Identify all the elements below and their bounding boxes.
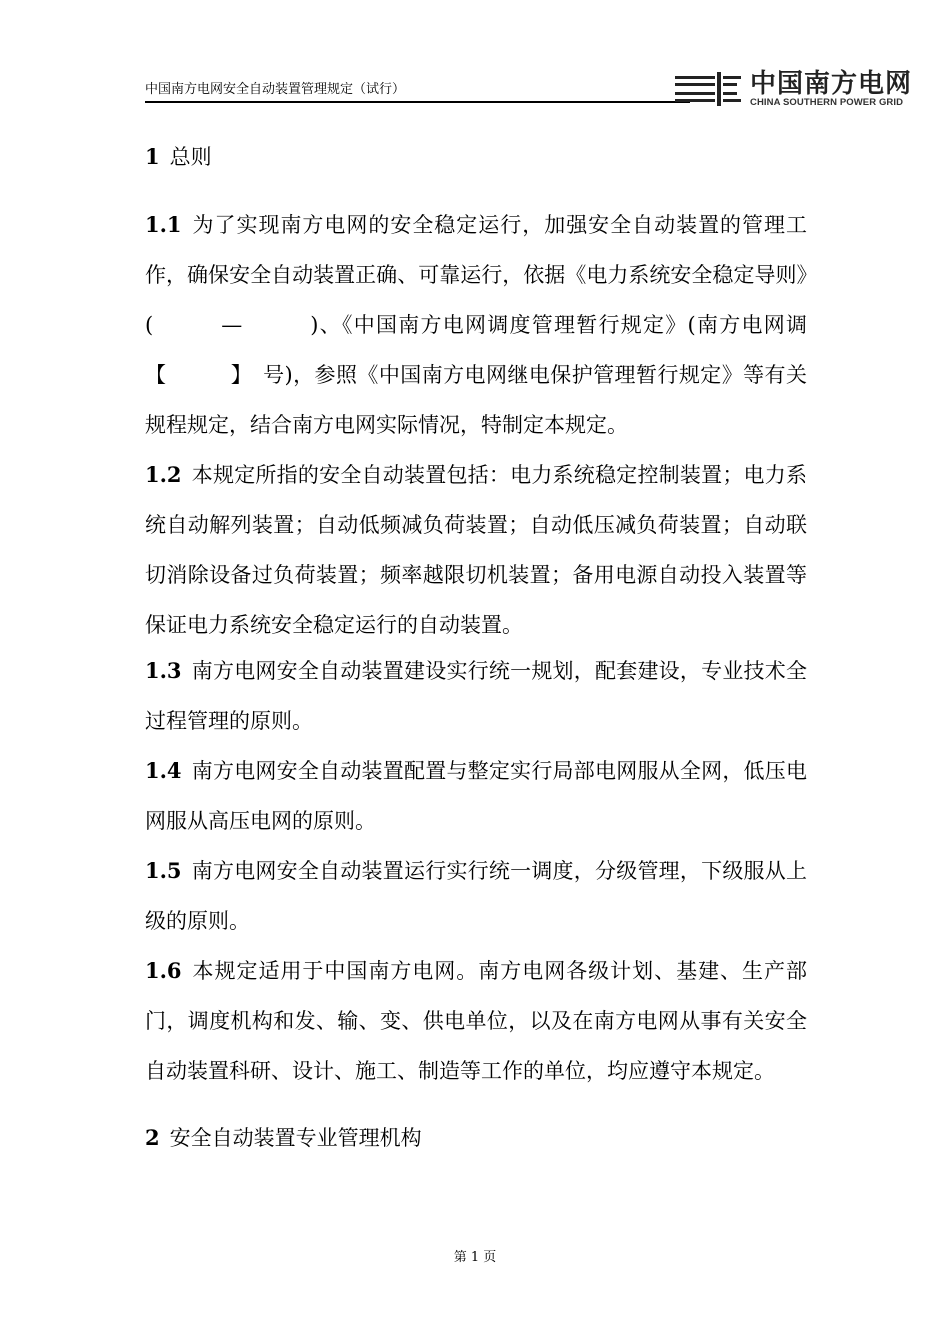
clause-text: 南方电网安全自动装置运行实行统一调度，分级管理，下级服从上级的原则。 <box>145 859 807 933</box>
clause-number: 1.5 <box>145 858 182 883</box>
clause-number: 1.2 <box>145 462 182 487</box>
logo-chinese-name: 中国南方电网 <box>750 69 913 99</box>
logo-english-name: CHINA SOUTHERN POWER GRID <box>750 97 904 108</box>
header-title: 中国南方电网安全自动装置管理规定（试行） <box>145 82 406 97</box>
section-number: 1 <box>145 144 160 169</box>
paragraph-1-4 <box>145 746 807 846</box>
company-logo <box>675 69 913 108</box>
clause-number: 1.3 <box>145 658 182 683</box>
clause-number: 1.6 <box>145 958 182 983</box>
section-heading-2 <box>145 1124 422 1152</box>
clause-number: 1.1 <box>145 212 182 237</box>
section-title: 安全自动装置专业管理机构 <box>169 1126 422 1150</box>
clause-text: 南方电网安全自动装置建设实行统一规划，配套建设，专业技术全过程管理的原则。 <box>145 659 807 733</box>
clause-text: 本规定所指的安全自动装置包括：电力系统稳定控制装置；电力系统自动解列装置；自动低频减负荷装置；自动低压减负荷装置；自动联切消除设备过负荷装置；频率越限切机装置；备用电源自动投入装置等保证电力系统安全稳定运行的自动装置。 <box>145 463 807 637</box>
csg-logo-icon <box>675 70 745 108</box>
paragraph-1-1 <box>145 200 807 450</box>
clause-text: 为了实现南方电网的安全稳定运行，加强安全自动装置的管理工作，确保安全自动装置正确、可靠运行，依据《电力系统安全稳定导则》( — )、《中国南方电网调度管理暂行规定》(南方电网调【 】 号)，参照《中国南方电网继电保护管理暂行规定》等有关规程规定，结合南方电网实际情况，特制定本规定。 <box>145 213 807 437</box>
paragraph-1-5 <box>145 846 807 946</box>
header-divider <box>145 101 690 103</box>
page-number: 第 1 页 <box>453 1250 497 1265</box>
section-number: 2 <box>145 1125 160 1150</box>
paragraph-1-3 <box>145 646 807 746</box>
page-header <box>145 69 913 108</box>
clause-text: 本规定适用于中国南方电网。南方电网各级计划、基建、生产部门，调度机构和发、输、变、供电单位，以及在南方电网从事有关安全自动装置科研、设计、施工、制造等工作的单位，均应遵守本规定。 <box>145 959 807 1083</box>
section-title: 总则 <box>169 145 212 169</box>
paragraph-1-2 <box>145 450 807 650</box>
paragraph-1-6 <box>145 946 807 1096</box>
clause-number: 1.4 <box>145 758 182 783</box>
section-heading-1 <box>145 143 212 171</box>
clause-text: 南方电网安全自动装置配置与整定实行局部电网服从全网，低压电网服从高压电网的原则。 <box>145 759 807 833</box>
